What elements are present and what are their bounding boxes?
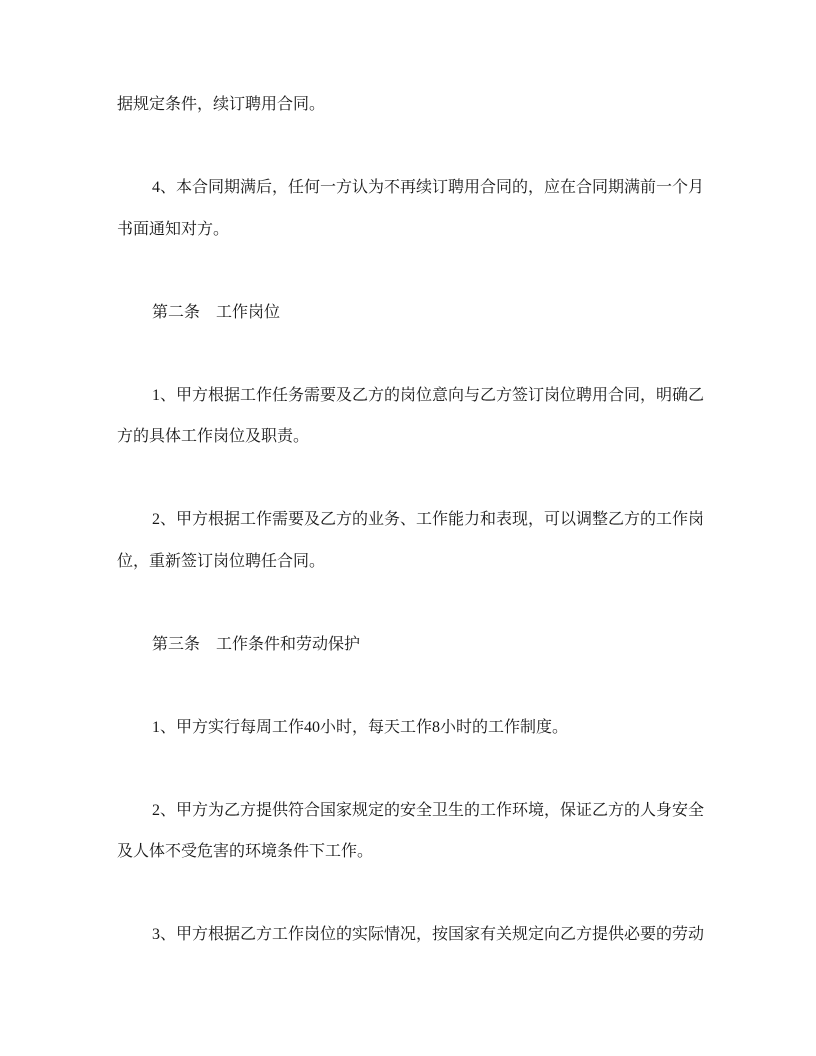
paragraph-renewal-continuation (117, 84, 717, 126)
paragraph-article-3-clause-2 (117, 790, 717, 873)
clause-line: 1、甲方实行每周工作40小时，每天工作8小时的工作制度。 (152, 718, 569, 736)
heading-article-2: 第二条 工作岗位 (152, 303, 281, 321)
clause-line: 3、甲方根据乙方工作岗位的实际情况，按国家有关规定向乙方提供必要的劳动 (152, 926, 705, 943)
paragraph-article-2-clause-2 (117, 499, 717, 582)
clause-line: 2、甲方为乙方提供符合国家规定的安全卫生的工作环境，保证乙方的人身安全 (152, 801, 705, 819)
clause-line: 2、甲方根据工作需要及乙方的业务、工作能力和表现，可以调整乙方的工作岗 (152, 511, 705, 528)
clause-line: 据规定条件，续订聘用合同。 (117, 96, 326, 113)
document-content (117, 84, 717, 956)
clause-line: 位，重新签订岗位聘任合同。 (117, 552, 326, 570)
paragraph-article-3-clause-1 (117, 707, 717, 749)
clause-line: 1、甲方根据工作任务需要及乙方的岗位意向与乙方签订岗位聘用合同，明确乙 (152, 386, 705, 404)
heading-article-3: 第三条 工作条件和劳动保护 (152, 635, 361, 653)
clause-line: 书面通知对方。 (117, 220, 230, 238)
paragraph-article-2-heading (117, 292, 717, 334)
paragraph-clause-4 (117, 167, 717, 250)
clause-line: 方的具体工作岗位及职责。 (117, 428, 310, 445)
paragraph-article-3-clause-3 (117, 914, 717, 956)
paragraph-article-2-clause-1 (117, 375, 717, 458)
paragraph-article-3-heading (117, 624, 717, 666)
clause-line: 4、本合同期满后，任何一方认为不再续订聘用合同的，应在合同期满前一个月 (152, 179, 705, 196)
clause-line: 及人体不受危害的环境条件下工作。 (117, 843, 374, 860)
